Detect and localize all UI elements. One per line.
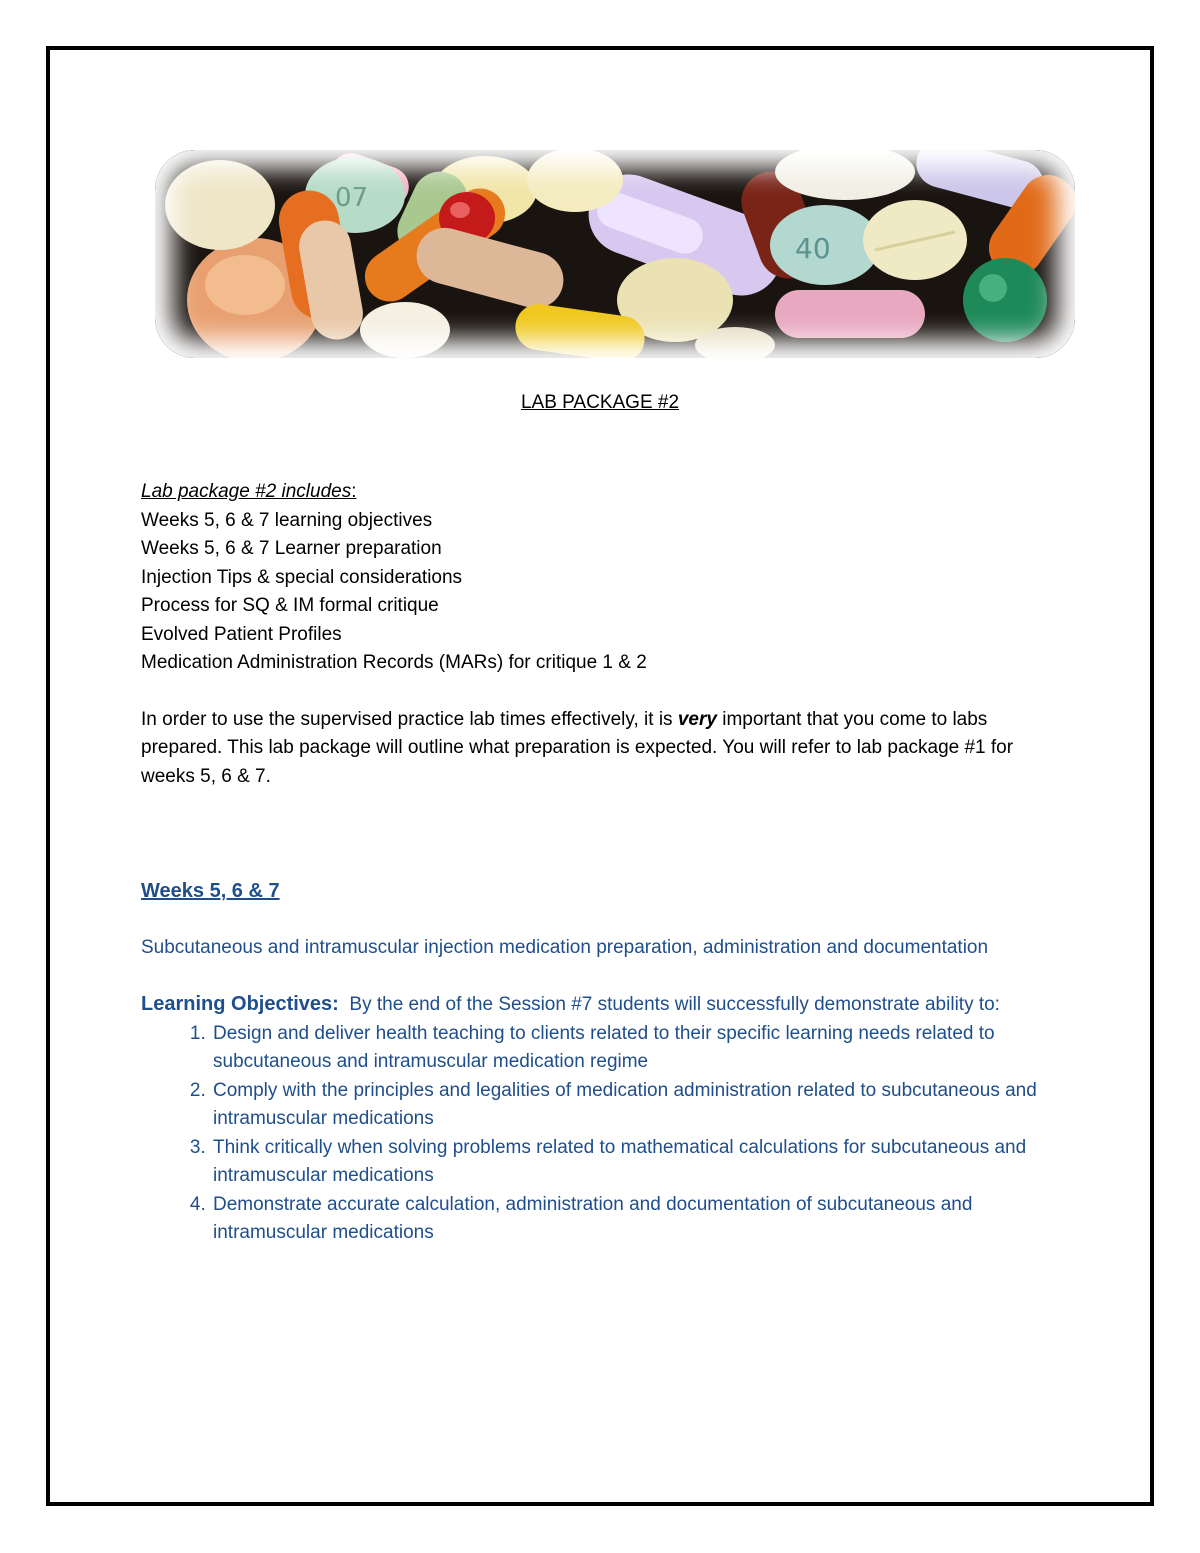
objectives-list [141, 1020, 1071, 1248]
learning-objectives-colon: : [332, 993, 339, 1015]
section-subtitle: Subcutaneous and intramuscular injection medication preparation, administration and documentation [141, 936, 989, 958]
objective-item: 4. Demonstrate accurate calculation, administration and documentation of subcutaneous and intramuscular medications [211, 1191, 1071, 1248]
learning-objectives-label: Learning Objectives [141, 993, 333, 1015]
section-heading: Weeks 5, 6 & 7 [141, 880, 280, 902]
intro-paragraph [141, 706, 1071, 792]
pill-label-40: 40 [795, 232, 831, 265]
includes-heading-line [141, 478, 1071, 507]
includes-item: Process for SQ & IM formal critique [141, 595, 439, 616]
includes-item: Medication Administration Records (MARs) for critique 1 & 2 [141, 652, 647, 673]
pill-label-07: 07 [335, 183, 369, 213]
page-title: LAB PACKAGE #2 [520, 392, 680, 413]
includes-heading: Lab package #2 includes [141, 481, 352, 502]
includes-item: Evolved Patient Profiles [141, 623, 342, 645]
objective-item: 1. Design and deliver health teaching to clients related to their specific learning needs related to subcutaneous and intramuscular medication regime [211, 1020, 1071, 1077]
intro-text-before: In order to use the supervised practice lab times effectively, it is [141, 708, 678, 730]
learning-objectives-intro [141, 990, 1071, 1020]
document-body [141, 478, 1071, 1248]
includes-item: Weeks 5, 6 & 7 learning objectives [141, 509, 433, 531]
includes-list [141, 507, 1071, 678]
includes-heading-colon: : [351, 481, 357, 502]
pills-banner-image [155, 150, 1075, 358]
intro-text-after: important that you come to labs prepared. This lab package will outline what preparation is expected. You will refer to lab package #1 for weeks 5, 6 & 7. [141, 708, 1014, 787]
pills-photo [155, 150, 1075, 358]
includes-item: Injection Tips & special considerations [141, 566, 463, 588]
objective-item: 2. Comply with the principles and legalities of medication administration related to subcutaneous and intramuscular medications [211, 1077, 1071, 1134]
includes-item: Weeks 5, 6 & 7 Learner preparation [141, 538, 442, 559]
objective-item: 3. Think critically when solving problems related to mathematical calculations for subcutaneous and intramuscular medications [211, 1134, 1071, 1191]
learning-objectives-text: By the end of the Session #7 students will successfully demonstrate ability to: [338, 994, 1000, 1015]
intro-emphasis: very [677, 708, 717, 730]
